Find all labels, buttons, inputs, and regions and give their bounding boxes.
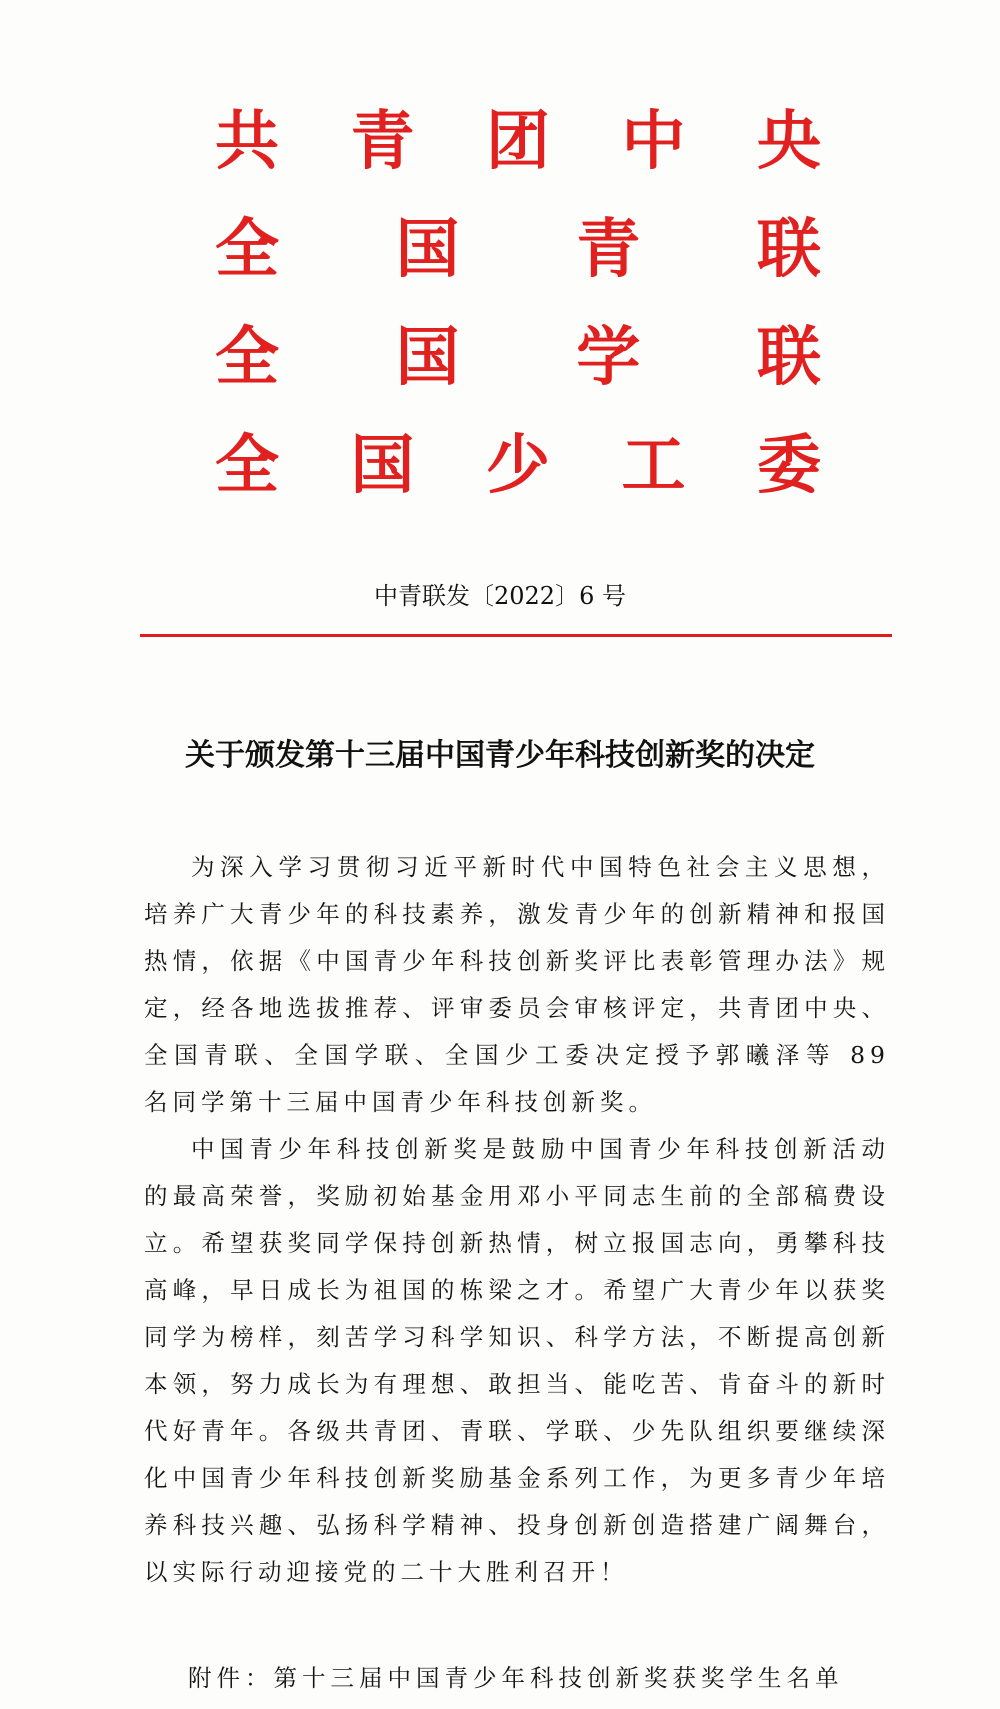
issuer-char: 中 — [621, 104, 686, 179]
issuer-char: 少 — [486, 428, 550, 503]
body-paragraph: 中国青少年科技创新奖是鼓励中国青少年科技创新活动的最高荣誉，奖励初始基金用邓小平同志生前的全部稿费设立。希望获奖同学保持创新热情，树立报国志向，勇攀科技高峰，早日成长为祖国的栋梁之才。希望广大青少年以获奖同学为榜样，刻苦学习科学知识、科学方法，不断提高创新本领，努力成长为有理想、敢担当、能吃苦、肯奋斗的新时代好青年。各级共青团、青联、学联、少先队组织要继续深化中国青少年科技创新奖励基金系列工作，为更多青少年培养科技兴趣、弘扬科学精神、投身创新创造搭建广阔舞台，以实际行动迎接党的二十大胜利召开！ — [144, 1135, 890, 1586]
issuer-row-youth-federation — [208, 205, 828, 295]
issuer-char: 联 — [756, 212, 821, 287]
document-body — [144, 844, 890, 1596]
issuer-row-cyl-central — [208, 97, 828, 187]
issuer-char: 央 — [757, 104, 821, 179]
issuer-char: 团 — [486, 104, 550, 179]
document-number: 中青联发〔2022〕6 号 — [374, 582, 626, 610]
issuer-char: 青 — [350, 104, 415, 179]
issuer-char: 工 — [621, 428, 686, 503]
issuer-char: 全 — [215, 320, 279, 395]
issuer-char: 国 — [395, 212, 460, 287]
issuer-char: 国 — [395, 320, 460, 395]
issuer-char: 国 — [350, 428, 415, 503]
body-paragraph: 为深入学习贯彻习近平新时代中国特色社会主义思想，培养广大青少年的科技素养，激发青少年的创新精神和报国热情，依据《中国青少年科技创新奖评比表彰管理办法》规定，经各地选拔推荐、评审委员会审核评定，共青团中央、全国青联、全国学联、全国少工委决定授予郭曦泽等 89 名同学第十三届中国青少年科技创新奖。 — [144, 853, 890, 1116]
issuer-char: 学 — [576, 320, 641, 395]
issuer-char: 全 — [215, 212, 279, 287]
issuer-char: 委 — [757, 428, 821, 503]
red-divider-line — [140, 634, 892, 637]
issuer-char: 青 — [576, 212, 641, 287]
issuer-char: 共 — [215, 104, 279, 179]
issuer-row-young-pioneers — [208, 421, 828, 511]
attachment-line: 附件：第十三届中国青少年科技创新奖获奖学生名单 — [188, 1664, 844, 1692]
issuer-char: 联 — [756, 320, 821, 395]
issuer-char: 全 — [215, 428, 279, 503]
issuer-row-student-federation — [208, 313, 828, 403]
document-title: 关于颁发第十三届中国青少年科技创新奖的决定 — [185, 738, 815, 773]
